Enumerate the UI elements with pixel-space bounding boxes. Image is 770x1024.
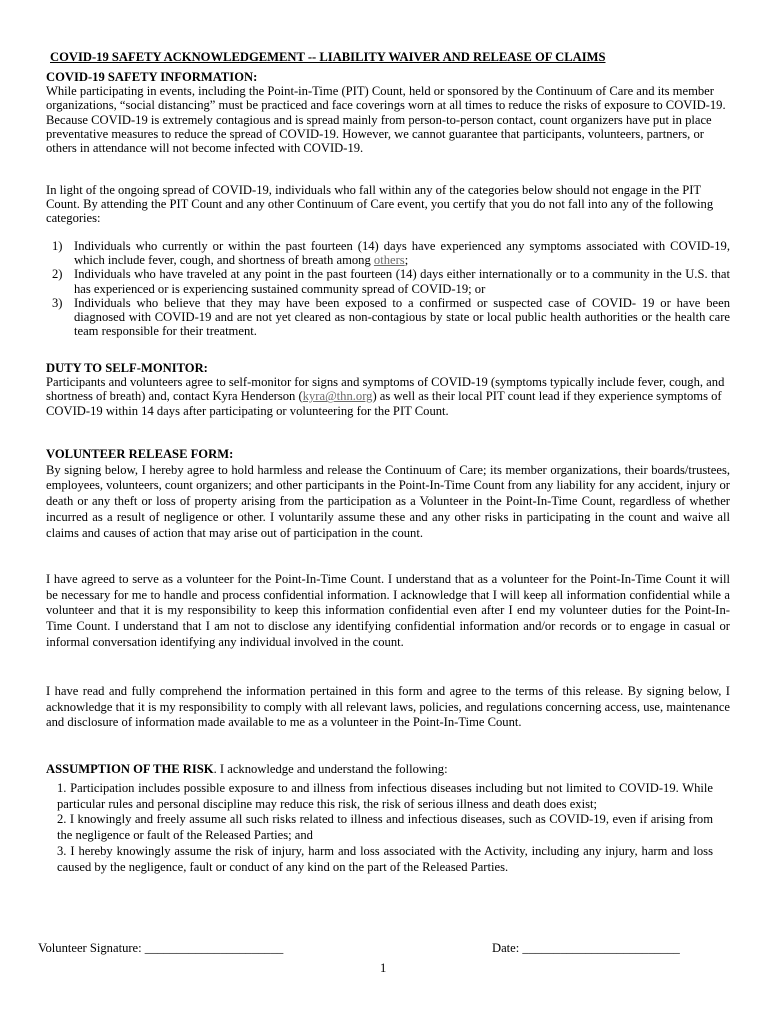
risk-heading: ASSUMPTION OF THE RISK	[46, 762, 214, 776]
self-monitor-text-suffix: ) as well as their local PIT count lead if they experience symptoms of COVID-19 within 14 days after participating or volunteering for the PIT Count.	[46, 389, 722, 418]
category-text: Individuals who currently or within the past fourteen (14) days have experienced any symptoms associated with COVID-19, which include fever, cough, and shortness of breath among	[74, 239, 730, 268]
category-text-suffix: ;	[404, 253, 409, 268]
risk-heading-suffix: . I acknowledge and understand the following:	[213, 762, 448, 776]
self-monitor-section	[46, 361, 730, 418]
others-link[interactable]: others	[373, 253, 405, 268]
risk-item: 1. Participation includes possible exposure to and illness from infectious diseases including but not limited to COVID-19. While particular rules and personal discipline may reduce this risk, the risk of serious illness and death does exist;	[57, 781, 713, 811]
category-text: Individuals who believe that they may have been exposed to a confirmed or suspected case of COVID- 19 or have been diagnosed with COVID-19 and are not yet cleared as non-contagious by state or local public health authorities or the health care team responsible for their treatment.	[74, 295, 730, 339]
category-text: Individuals who have traveled at any point in the past fourteen (14) days either internationally or to a community in the U.S. that has experienced or is experiencing sustained community spread of COVID-19; or	[74, 267, 730, 296]
safety-info-section	[46, 70, 730, 155]
categories-intro: In light of the ongoing spread of COVID-19, individuals who fall within any of the categories below should not engage in the PIT Count. By attending the PIT Count and any other Continuum of Care event, you certify that you do not fall into any of the following categories:	[46, 183, 714, 226]
category-item	[46, 239, 730, 267]
release-section	[46, 447, 730, 541]
email-link[interactable]: kyra@thn.org	[302, 389, 373, 404]
risk-item: 3. I hereby knowingly assume the risk of injury, harm and loss associated with the Activity, including any injury, harm and loss caused by the negligence, fault or conduct of any kind on the part of the Released Parties.	[57, 843, 713, 874]
category-number: 2)	[52, 267, 63, 282]
categories-list	[46, 239, 730, 338]
risk-list	[57, 781, 713, 875]
risk-item: 2. I knowingly and freely assume all such risks related to illness and infectious diseases, such as COVID-19, even if arising from the negligence or fault of the Released Parties; and	[57, 812, 713, 843]
release-paragraph-3: I have read and fully comprehend the information pertained in this form and agree to the terms of this release. By signing below, I acknowledge that it is my responsibility to comply with all relevant laws, policies, and regulations concerning access, use, maintenance and disclosure of information made available to me as a volunteer in the Point-In-Time Count.	[46, 684, 730, 730]
self-monitor-paragraph	[46, 375, 730, 418]
category-item	[46, 267, 730, 295]
date-field[interactable]: Date: _________________________	[492, 941, 680, 955]
category-item	[46, 296, 730, 339]
category-number: 3)	[52, 295, 63, 310]
safety-info-paragraph: While participating in events, including the Point-in-Time (PIT) Count, held or sponsored by the Continuum of Care and its member organizations, “social distancing” must be practiced and face coverings worn at all times to reduce the risks of exposure to COVID-19. Because COVID-19 is extremely contagious and is spread mainly from person-to-person contact, count organizers have put in place preventative measures to reduce the spread of COVID-19. However, we cannot guarantee that participants, volunteers, partners, or others in attendance will not become infected with COVID-19.	[46, 84, 726, 156]
release-heading: VOLUNTEER RELEASE FORM:	[46, 447, 234, 461]
signature-field[interactable]: Volunteer Signature: ______________________	[38, 941, 284, 955]
document-title: COVID-19 SAFETY ACKNOWLEDGEMENT -- LIABILITY WAIVER AND RELEASE OF CLAIMS	[50, 50, 606, 64]
safety-info-heading: COVID-19 SAFETY INFORMATION:	[46, 70, 258, 84]
risk-heading-line	[46, 762, 730, 776]
category-number: 1)	[52, 239, 63, 253]
page-number: 1	[380, 961, 387, 975]
self-monitor-heading: DUTY TO SELF-MONITOR:	[46, 361, 208, 375]
release-paragraph-2: I have agreed to serve as a volunteer for the Point-In-Time Count. I understand that as a volunteer for the Point-In-Time Count it will be necessary for me to handle and process confidential information. I acknowledge that I will keep all information confidential while a volunteer and that it is my responsibility to keep this information confidential even after I end my volunteer duties for the Point-In-Time Count. I understand that I am not to disclose any identifying confidential information and/or records or to engage in casual or informal conversation identifying any individual involved in the count.	[46, 572, 730, 649]
release-paragraph-1: By signing below, I hereby agree to hold harmless and release the Continuum of Care; its member organizations, their boards/trustees, employees, volunteers, count organizers; and other participants in the Point-In-Time Count from any liability for any accident, injury or death or any theft or loss of property arising from the participation as a Volunteer in the Point-In-Time Count, regardless of whether incurred as a result of negligence or other. I voluntarily assume these and any other risks in participating in the count and waive all claims and causes of action that may arise out of participation in the count.	[46, 462, 730, 540]
self-monitor-text: Participants and volunteers agree to self-monitor for signs and symptoms of COVID-19 (symptoms typically include fever, cough, and shortness of breath) and, contact Kyra Henderson (	[46, 375, 725, 404]
